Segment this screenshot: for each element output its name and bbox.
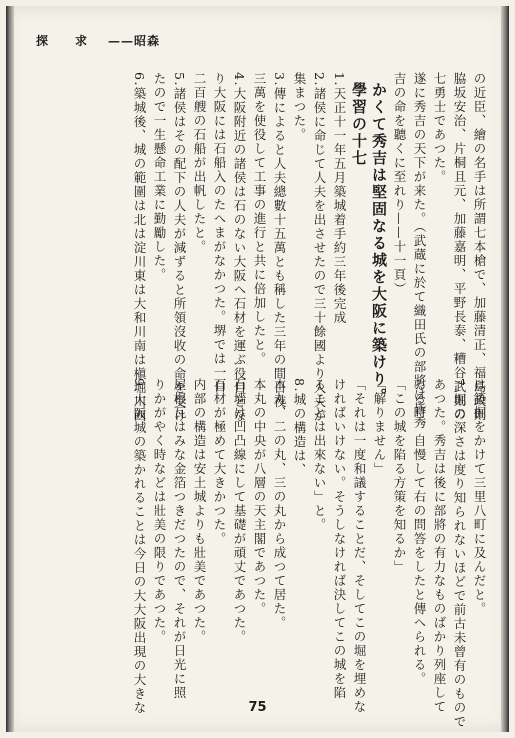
- text-line: は築掘をかけて三里八町に及んだと。: [472, 378, 487, 616]
- text-line: 内部の構造は安土城よりも壯美であつた。: [192, 378, 207, 644]
- text-line: 「この城を陷る方策を知るか」: [392, 378, 407, 574]
- text-line: 「それは一度和議することだ、そしてこの堀を埋めな: [352, 378, 367, 714]
- header-subtitle: ——昭森: [108, 34, 161, 48]
- text-line: ければいけない。そうしなければ決してこの城を陷: [332, 378, 347, 700]
- page-edge-left: [6, 6, 14, 732]
- text-line: 本丸の中央が八層の天主閣であつた。: [252, 378, 267, 616]
- text-line: ることは出來ない」と。: [312, 378, 327, 532]
- section-heading: 學習の十七: [350, 82, 368, 167]
- running-header: [36, 32, 469, 54]
- text-line: 遂に秀吉の天下が来た。（武蔵に於て織田氏の部將は皆秀: [412, 72, 427, 430]
- text-line: り大阪には石船入のたへまがなかつた。堺では一日: [212, 72, 227, 394]
- text-line: ゐる時、自慢して右の問答をしたと傳へられる。: [412, 378, 427, 686]
- text-line: の近臣、繪の名手は所謂七本槍で、加藤清正、福島政則: [472, 72, 487, 422]
- text-line: 6.築城後、城の範圍は北は淀川東は大和川南は槇堀川西: [132, 72, 147, 423]
- text-line: あつた。秀吉は後に部將の有力なものばかり列座して: [432, 378, 447, 714]
- text-line: 9.大阪城の築かれることは今日の大大阪出現の大きな: [132, 378, 147, 715]
- text-line: 七勇士であつた。: [432, 72, 447, 184]
- text-line: りかがやく時などは壯美の限りであつた。: [152, 378, 167, 644]
- text-line: 7.堀の深さは度り知られないほどで前古未曾有のもので: [452, 378, 467, 729]
- text-line: 脇坂安治、片桐且元、加藤嘉明、平野長泰、糟谷武則の: [452, 72, 467, 422]
- text-line: 5.諸侯はその配下の人夫が減ずると所領沒收の命を受け: [172, 72, 187, 423]
- text-line: 石墻は凹凸線にして基礎が頑丈であつた。: [232, 378, 247, 644]
- header-section: 探 求: [36, 34, 89, 48]
- text-line: 集まつた。: [292, 72, 307, 142]
- text-line: 本丸、二の丸、三の丸から成つて居た。: [272, 378, 287, 630]
- text-line: 「解りません」: [372, 378, 387, 476]
- text-line: 8.城の構造は、: [292, 378, 307, 477]
- text-line: 1.天正十一年五月築城着手約三年後完成: [332, 72, 347, 325]
- page-edge-right: [501, 6, 509, 732]
- text-line: 4.大阪附近の諸侯は石のない大阪へ石材を運ぶ役目とな: [232, 72, 247, 423]
- text-line: 3.傳によると人夫總數十五萬とも稱した三年の間日夜: [272, 72, 287, 409]
- text-line: たので一生懸命工業に勤勵した。: [152, 72, 167, 282]
- page-number: 75: [248, 700, 267, 715]
- text-line: 屋根瓦はみな金箔つきだつたので、それが日光に照: [172, 378, 187, 700]
- section-heading: かくて秀吉は堅固なる城を大阪に築けり。: [370, 82, 388, 405]
- text-line: 吉の命を聽くに至れり——十一頁）: [392, 72, 407, 296]
- book-page: [6, 6, 509, 732]
- text-line: 三萬を使役して工事の進行と共に倍加したと。: [252, 72, 267, 366]
- text-line: 石材が極めて大きかつた。: [212, 378, 227, 546]
- text-line: 2.諸侯に命じて人夫を出させたので三十餘國より人夫が: [312, 72, 327, 423]
- text-line: 二百艘の石船が出帆したと。: [192, 72, 207, 254]
